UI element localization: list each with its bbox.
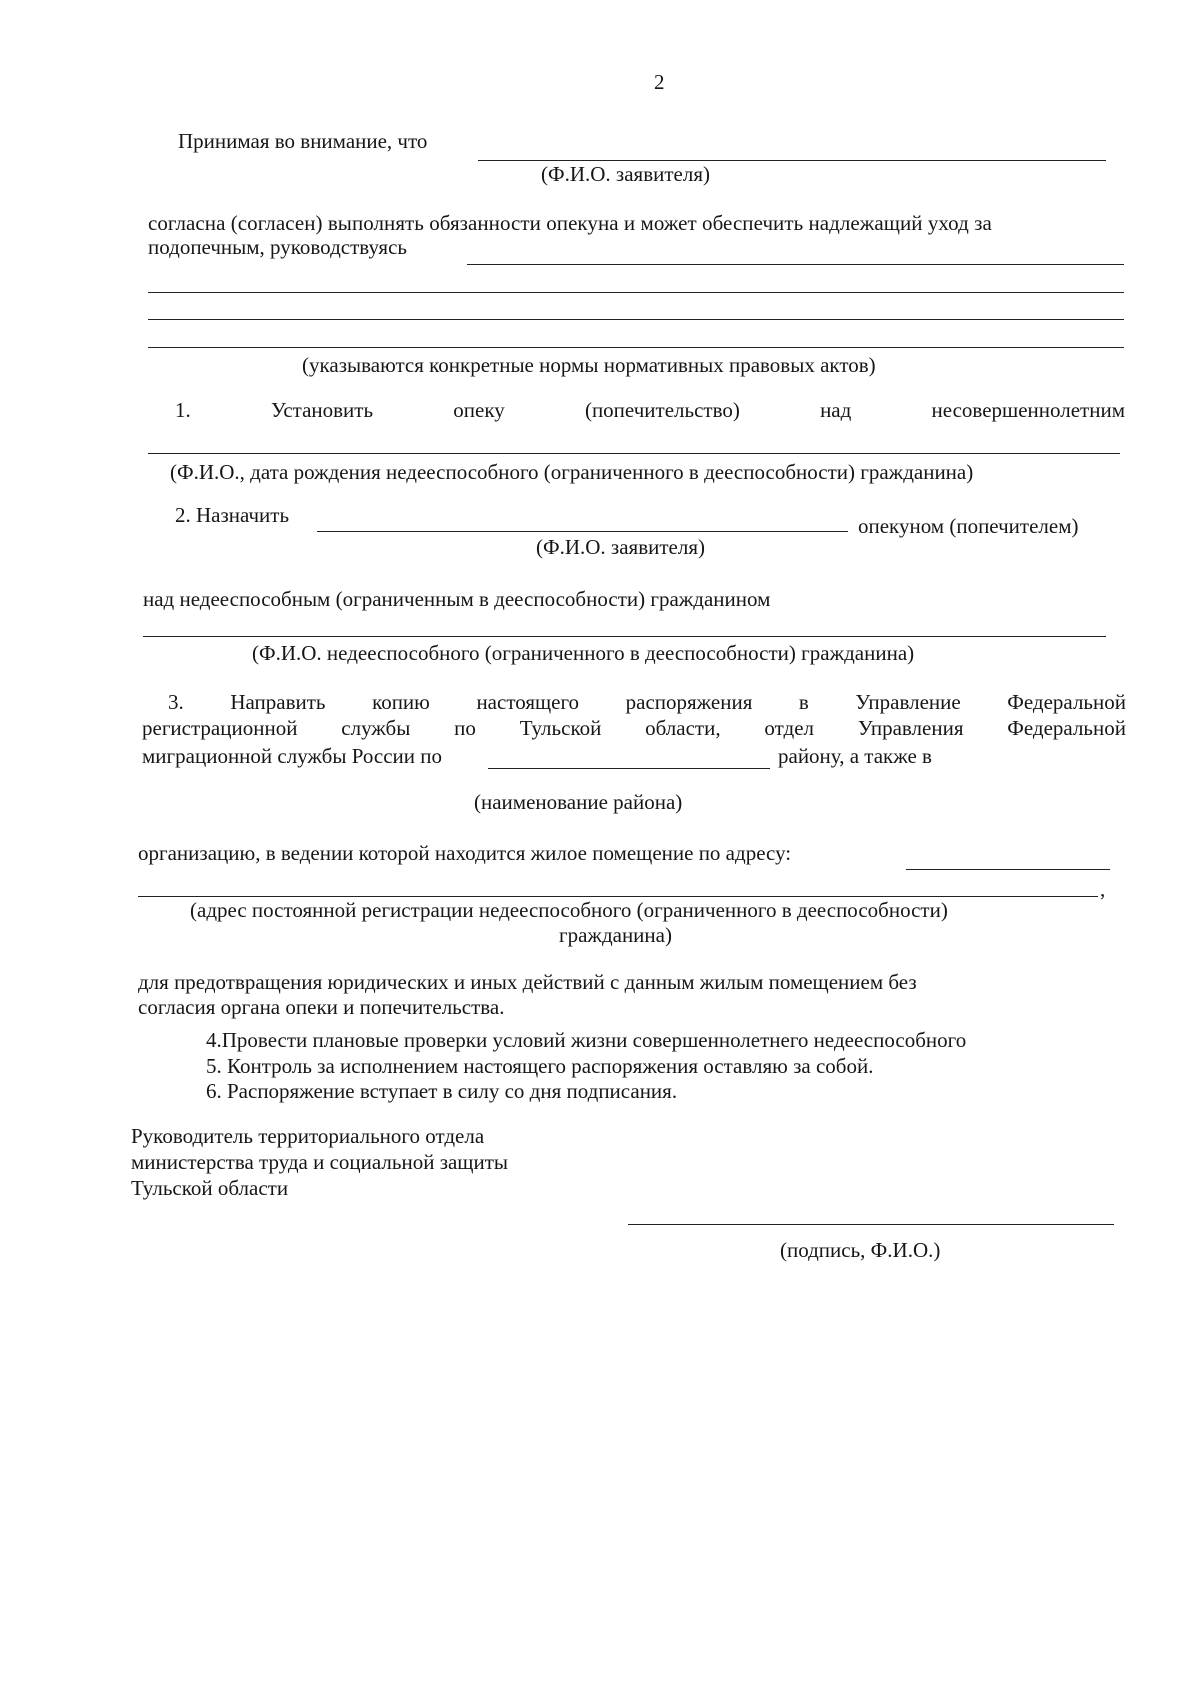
- item-3-word: области,: [645, 716, 721, 740]
- signatory-region: Тульской области: [131, 1176, 289, 1200]
- incapacitated-name-caption: (Ф.И.О. недееспособного (ограниченного в дееспособности) гражданина): [252, 641, 915, 665]
- incapacitated-name-line: [143, 636, 1106, 637]
- item-3-row-1: [168, 692, 1126, 713]
- item-3-word: распоряжения: [625, 690, 753, 714]
- item-3-word: отдел: [764, 716, 815, 740]
- item-3-word: настоящего: [476, 690, 580, 714]
- consent-text: согласна (согласен) выполнять обязанности опекуна и может обеспечить надлежащий уход за: [148, 211, 992, 235]
- norms-line-2: [148, 292, 1124, 293]
- intro-text: Принимая во внимание, что: [178, 129, 428, 153]
- item-2-tail: опекуном (попечителем): [858, 514, 1079, 538]
- item-3-word: копию: [372, 690, 430, 714]
- item-1-number: 1.: [175, 398, 191, 422]
- item-1-text: [175, 400, 1125, 421]
- district-caption: (наименование района): [474, 790, 683, 814]
- item-2-line-2: над недееспособным (ограниченным в дееспособности) гражданином: [143, 587, 771, 611]
- applicant-name-caption: (Ф.И.О. заявителя): [541, 162, 710, 186]
- item-3-row-3-tail: району, а также в: [778, 744, 932, 768]
- ward-name-caption: (Ф.И.О., дата рождения недееспособного (ограниченного в дееспособности) гражданина): [170, 460, 974, 484]
- item-1-word: Установить: [270, 398, 374, 422]
- consent-text-continued: подопечным, руководствуясь: [148, 235, 407, 259]
- item-3-word: по: [454, 716, 476, 740]
- norms-line-4: [148, 347, 1124, 348]
- item-3-word: регистрационной: [142, 716, 298, 740]
- item-3-word: Управления: [857, 716, 964, 740]
- item-3-row-2: [142, 718, 1126, 739]
- item-5-text: 5. Контроль за исполнением настоящего распоряжения оставляю за собой.: [206, 1054, 874, 1078]
- norms-line-3: [148, 319, 1124, 320]
- address-comma: ,: [1100, 877, 1106, 901]
- item-2-lead: 2. Назначить: [175, 503, 290, 527]
- item-3-number: 3.: [168, 690, 184, 714]
- norms-caption: (указываются конкретные нормы нормативных правовых актов): [302, 353, 876, 377]
- purpose-text: для предотвращения юридических и иных действий с данным жилым помещением без: [138, 970, 917, 994]
- item-3-word: Управление: [855, 690, 961, 714]
- item-6-text: 6. Распоряжение вступает в силу со дня подписания.: [206, 1079, 678, 1103]
- signature-line: [628, 1224, 1114, 1225]
- address-line-1: [906, 869, 1110, 870]
- item-1-word: несовершеннолетним: [931, 398, 1125, 422]
- item-3-word: Федеральной: [1007, 690, 1126, 714]
- item-1-word: опеку: [453, 398, 505, 422]
- guardian-name-caption: (Ф.И.О. заявителя): [536, 535, 705, 559]
- signatory-title-continued: министерства труда и социальной защиты: [131, 1150, 509, 1174]
- district-line: [488, 768, 770, 769]
- item-3-word: в: [798, 690, 809, 714]
- item-1-word: над: [820, 398, 852, 422]
- guardian-name-line: [317, 531, 848, 532]
- item-3-row-3-lead: миграционной службы России по: [142, 744, 442, 768]
- item-4-text: 4.Провести плановые проверки условий жизни совершеннолетнего недееспособного: [206, 1028, 967, 1052]
- signatory-title: Руководитель территориального отдела: [131, 1124, 485, 1148]
- page-number: 2: [654, 70, 665, 94]
- norms-line-1: [467, 264, 1124, 265]
- organization-text: организацию, в ведении которой находится жилое помещение по адресу:: [138, 841, 792, 865]
- item-3-word: Направить: [230, 690, 326, 714]
- applicant-name-line: [478, 160, 1106, 161]
- item-3-word: Тульской: [519, 716, 602, 740]
- address-caption-continued: гражданина): [559, 923, 672, 947]
- item-3-word: Федеральной: [1007, 716, 1126, 740]
- signature-caption: (подпись, Ф.И.О.): [780, 1238, 941, 1262]
- address-line-2: [138, 896, 1098, 897]
- item-1-word: (попечительство): [584, 398, 740, 422]
- item-3-word: службы: [341, 716, 411, 740]
- address-caption: (адрес постоянной регистрации недееспособного (ограниченного в дееспособности): [190, 898, 948, 922]
- ward-name-line: [148, 453, 1120, 454]
- purpose-text-continued: согласия органа опеки и попечительства.: [138, 995, 505, 1019]
